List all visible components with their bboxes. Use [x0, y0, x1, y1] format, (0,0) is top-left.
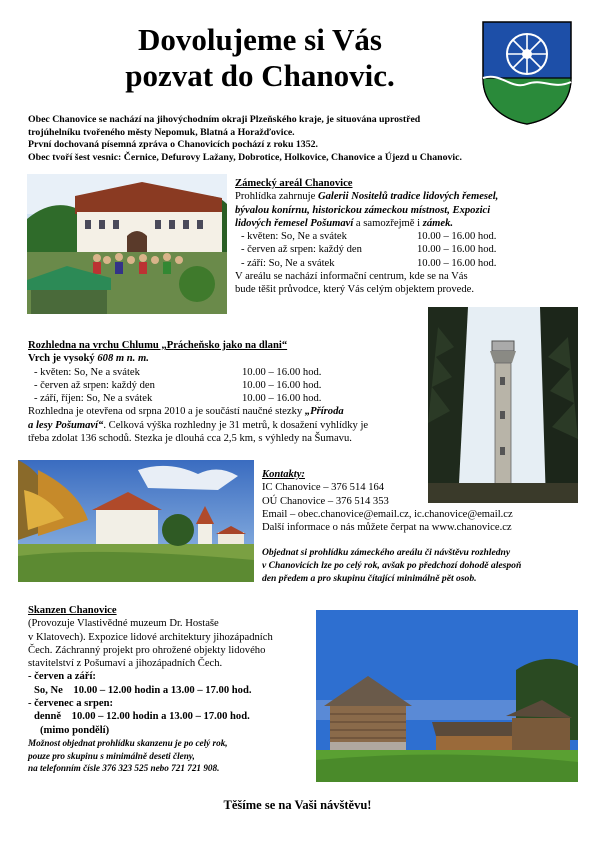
contact-email[interactable]: Email – obec.chanovice@email.cz, ic.chanovice@email.cz [262, 508, 513, 520]
castle-autumn-photo [18, 460, 254, 582]
hours-label: - září: So, Ne a svátek [241, 257, 335, 269]
intro-line: Obec Chanovice se nachází na jihovýchodním okraji Plzeňského kraje, je situována uprostřed [28, 114, 421, 125]
tower-trail: „Příroda [304, 406, 344, 418]
skanzen-photo [316, 610, 578, 782]
contacts-section [262, 468, 582, 586]
tower-text: třeba zdolat 136 schodů. Stezka je dlouhá cca 2,5 km, s výhledy na Šumavu. [28, 433, 352, 445]
note-line: v Chanovicích lze po celý rok, avšak po předchozí dohodě alespoň [262, 560, 522, 572]
hours-label: - květen: So, Ne a svátek [241, 231, 347, 243]
tower-text: Rozhledna je otevřena od srpna 2010 a je součástí naučné stezky [28, 406, 305, 418]
title-line-1: Dovolujeme si Vás [138, 22, 382, 57]
contacts-heading: Kontakty: [262, 469, 305, 480]
note-line: Možnost objednat prohlídku skanzenu je po celý rok, [28, 737, 228, 748]
hours-label: - červen až srpen: každý den [34, 379, 155, 391]
hours-time: 10.00 – 16.00 hod. [417, 257, 497, 269]
intro-line: Obec tvoří šest vesnic: Černice, Defurovy Lažany, Dobrotice, Holkovice, Chanovice a Újezd u Chanovic. [28, 151, 462, 163]
hours-time: 10.00 – 16.00 hod. [242, 379, 322, 391]
hours-time: 10.00 – 16.00 hod. [417, 244, 497, 256]
page-title [60, 22, 460, 94]
castle-hours-row [235, 230, 545, 243]
contact-ic: IC Chanovice – 376 514 164 [262, 482, 385, 494]
hours-time: 10.00 – 16.00 hod. [242, 366, 322, 378]
tower-height-label: Vrch je vysoký [28, 353, 98, 365]
skanzen-heading: Skanzen Chanovice [28, 605, 117, 616]
skanzen-text: Čech. Záchranný projekt pro ohrožené objekty lidového [28, 644, 266, 656]
tower-height-value: 608 m n. m. [97, 353, 149, 365]
skanzen-text: (Provozuje Vlastivědné muzeum Dr. Hostaše [28, 618, 219, 630]
hours-label: - září, říjen: So, Ne a svátek [34, 393, 153, 405]
contact-web[interactable]: Další informace o nás můžete čerpat na www.chanovice.cz [262, 522, 512, 534]
tower-hours-row [28, 379, 428, 392]
hours-time: 10.00 – 16.00 hod. [417, 231, 497, 243]
tower-heading: Rozhledna na vrchu Chlumu „Prácheňsko jako na dlani“ [28, 340, 288, 351]
skanzen-text: v Klatovech). Expozice lidové architektury jihozápadních [28, 631, 273, 643]
skanzen-june-hours: So, Ne 10.00 – 12.00 hodin a 13.00 – 17.00 hod. [34, 684, 252, 696]
title-line-2: pozvat do Chanovic. [125, 58, 395, 93]
footer-text: Těšíme se na Vaši návštěvu! [223, 798, 372, 812]
skanzen-section [28, 604, 318, 775]
intro-line: trojúhelníku tvořeného městy Nepomuk, Blatná a Horažďovice. [28, 126, 295, 138]
castle-hours-row [235, 243, 545, 256]
contact-ou: OÚ Chanovice – 376 514 353 [262, 495, 389, 507]
castle-info: V areálu se nachází informační centrum, kde se na Vás [235, 271, 468, 283]
skanzen-july-label: - červenec a srpen: [28, 698, 114, 710]
skanzen-text: stavitelství z Pošumaví a jihozápadních Čech. [28, 658, 223, 670]
castle-text: a samozřejmě i [353, 217, 423, 229]
note-line: den předem a pro skupinu čítající minimálně pět osob. [262, 573, 477, 585]
intro-line: První dochovaná písemná zpráva o Chanovicích pochází z roku 1352. [28, 139, 318, 150]
castle-exhibit: lidových řemesel Pošumaví [235, 217, 354, 229]
castle-gallery: Galerii Nositelů tradice lidových řemesel, [317, 191, 499, 203]
skanzen-closed: (mimo pondělí) [40, 724, 110, 736]
castle-text: bývalou konírnu, historickou zámeckou místnost, Expozici [235, 204, 491, 216]
castle-heading: Zámecký areál Chanovice [235, 178, 353, 189]
castle-text: Prohlídka zahrnuje [235, 191, 318, 203]
note-line: pouze pro skupinu s minimálně deseti členy, [28, 750, 195, 761]
intro-text [28, 114, 498, 164]
tower-trail: a lesy Pošumaví“ [28, 419, 104, 431]
coat-of-arms-icon [481, 20, 573, 126]
tower-hours-row [28, 392, 428, 405]
booking-note [262, 547, 582, 585]
tower-hours-row [28, 366, 428, 379]
skanzen-june-label: - červen a září: [28, 671, 96, 683]
skanzen-july-hours: denně 10.00 – 12.00 hodin a 13.00 – 17.00 hod. [34, 711, 250, 723]
tower-section [28, 339, 428, 445]
hours-label: - červen až srpen: každý den [241, 244, 362, 256]
castle-info: bude těšit průvodce, který Vás celým objektem provede. [235, 284, 474, 296]
castle-section [235, 177, 545, 297]
hours-time: 10.00 – 16.00 hod. [242, 393, 322, 405]
castle-zamek: zámek. [422, 217, 454, 229]
castle-hours-row [235, 257, 545, 270]
tower-text: . Celková výška rozhledny je 31 metrů, k dosažení vyhlídky je [103, 419, 369, 431]
hours-label: - květen: So, Ne a svátek [34, 366, 140, 378]
note-line: na telefonním čísle 376 323 525 nebo 721 721 908. [28, 763, 220, 774]
castle-photo [27, 174, 227, 314]
note-line: Objednat si prohlídku zámeckého areálu či návštěvu rozhledny [262, 547, 511, 559]
skanzen-note [28, 737, 318, 775]
